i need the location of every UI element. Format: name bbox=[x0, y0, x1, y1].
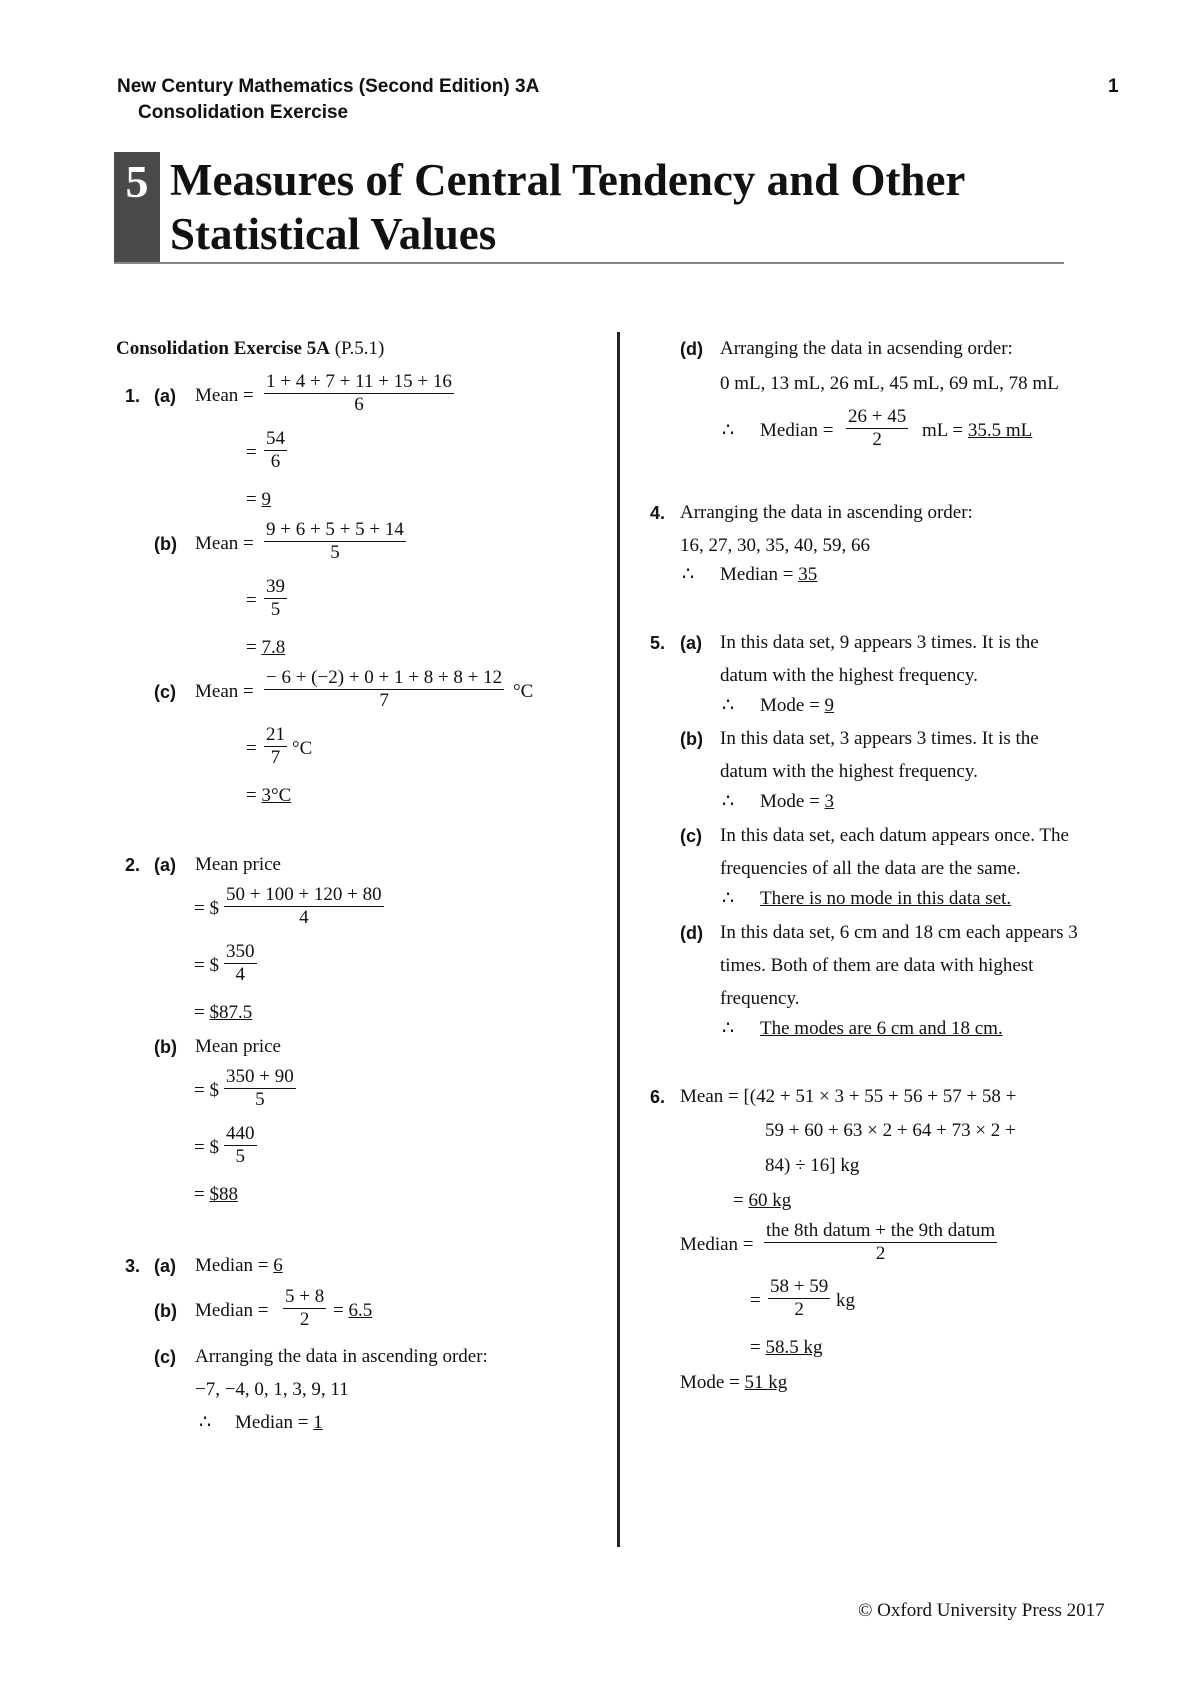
q3d-num: 26 + 45 bbox=[848, 406, 907, 427]
q6-mean-line2: 59 + 60 + 63 × 2 + 64 + 73 × 2 + bbox=[765, 1120, 1016, 1141]
q4-median-line bbox=[720, 564, 817, 586]
q2a-answer: $87.5 bbox=[209, 1002, 253, 1023]
q5b-line2: datum with the highest frequency. bbox=[720, 761, 978, 782]
q4-number: 4. bbox=[650, 503, 666, 523]
q1a-eq1: = bbox=[246, 442, 257, 463]
q3b-eq: = bbox=[333, 1300, 344, 1321]
q5c-line2: frequencies of all the data are the same. bbox=[720, 858, 1021, 879]
q5a-therefore: ∴ bbox=[722, 695, 735, 716]
q1a-answer-line bbox=[246, 489, 271, 511]
q1c-den1: 7 bbox=[379, 690, 389, 711]
q5a-answer: 9 bbox=[824, 695, 835, 716]
q3b-answer-line bbox=[333, 1300, 372, 1322]
q6-mode-label: Mode = bbox=[680, 1372, 740, 1393]
q2a-den1: 4 bbox=[299, 907, 309, 928]
q6-mode-line bbox=[680, 1372, 787, 1394]
q6-unit: kg bbox=[836, 1290, 855, 1311]
q2a-answer-line bbox=[194, 1002, 252, 1024]
q5c-line1: In this data set, each datum appears once. The bbox=[720, 825, 1069, 846]
q6-mean-answer-line bbox=[733, 1190, 791, 1212]
q5d-answer: The modes are 6 cm and 18 cm. bbox=[760, 1018, 1003, 1039]
q1c-eq1: = bbox=[246, 738, 257, 759]
q2b-den1: 5 bbox=[255, 1089, 265, 1110]
page-number: 1 bbox=[1108, 76, 1119, 97]
q1b-label: (b) bbox=[154, 534, 177, 554]
exercise-heading bbox=[116, 338, 384, 360]
q1b-num2: 39 bbox=[266, 576, 285, 597]
q6-num2: 58 + 59 bbox=[770, 1276, 829, 1297]
q2b-eq: = bbox=[194, 1184, 205, 1205]
q1b-eq2: = bbox=[246, 637, 257, 658]
q4-median-label: Median = bbox=[720, 564, 794, 585]
q3c-median-line bbox=[235, 1412, 323, 1434]
q1a-den2: 6 bbox=[270, 451, 281, 472]
q6-median-answer: 58.5 kg bbox=[765, 1337, 823, 1358]
book-title: New Century Mathematics (Second Edition) 3A bbox=[117, 76, 540, 97]
q4-text: Arranging the data in ascending order: bbox=[680, 502, 973, 523]
section-subtitle: Consolidation Exercise bbox=[138, 102, 349, 123]
q5a-label: (a) bbox=[680, 633, 702, 653]
q3d-fraction bbox=[846, 406, 908, 451]
q5-number: 5. bbox=[650, 633, 666, 653]
q5b-mode-label: Mode = bbox=[760, 791, 820, 812]
q3b-fraction bbox=[283, 1286, 326, 1331]
q6-mean-line1: Mean = [(42 + 51 × 3 + 55 + 56 + 57 + 58 + bbox=[680, 1086, 1017, 1107]
q6-eq1: = bbox=[750, 1290, 761, 1311]
q5a-mode-label: Mode = bbox=[760, 695, 820, 716]
q6-mean-eq: = bbox=[733, 1190, 744, 1211]
q3d-post: mL = bbox=[922, 420, 964, 441]
q3b-text: Median = bbox=[195, 1300, 269, 1321]
q2a-num2: 350 bbox=[226, 941, 255, 962]
q1a-label: (a) bbox=[154, 386, 176, 406]
q2b-den2: 5 bbox=[235, 1146, 245, 1167]
q6-median-fraction1 bbox=[764, 1220, 997, 1265]
q1b-den2: 5 bbox=[270, 599, 281, 620]
q3c-data: −7, −4, 0, 1, 3, 9, 11 bbox=[195, 1379, 349, 1400]
q5c-therefore: ∴ bbox=[722, 888, 735, 909]
q1b-answer-line bbox=[246, 637, 285, 659]
q1c-unit1: °C bbox=[513, 681, 534, 702]
q4-therefore: ∴ bbox=[682, 564, 695, 585]
q6-den2: 2 bbox=[794, 1299, 804, 1320]
q1c-fraction1 bbox=[264, 667, 504, 712]
q2b-pre1: = $ bbox=[194, 1080, 219, 1101]
q3d-data: 0 mL, 13 mL, 26 mL, 45 mL, 69 mL, 78 mL bbox=[720, 373, 1059, 394]
q1b-fraction1 bbox=[264, 519, 406, 564]
q6-median-label: Median = bbox=[680, 1234, 754, 1255]
q4-data: 16, 27, 30, 35, 40, 59, 66 bbox=[680, 535, 870, 556]
q2a-pre2: = $ bbox=[194, 955, 219, 976]
q5b-line1: In this data set, 3 appears 3 times. It is the bbox=[720, 728, 1039, 749]
q1c-unit2: °C bbox=[292, 738, 313, 759]
q3a-label: (a) bbox=[154, 1256, 176, 1276]
q2-number: 2. bbox=[125, 855, 141, 875]
q3a-line bbox=[195, 1255, 283, 1277]
q1b-mean-label: Mean = bbox=[195, 533, 254, 554]
q3b-label: (b) bbox=[154, 1301, 177, 1321]
q2a-pre1: = $ bbox=[194, 898, 219, 919]
q5a-line2: datum with the highest frequency. bbox=[720, 665, 978, 686]
q6-median-fraction2 bbox=[768, 1276, 830, 1321]
q3d-label: (d) bbox=[680, 339, 703, 359]
q5d-label: (d) bbox=[680, 923, 703, 943]
column-divider bbox=[617, 332, 620, 1547]
q1c-label: (c) bbox=[154, 682, 176, 702]
chapter-number: 5 bbox=[114, 152, 160, 262]
q6-number: 6. bbox=[650, 1087, 666, 1107]
q2a-num1: 50 + 100 + 120 + 80 bbox=[226, 884, 382, 905]
exercise-title: Consolidation Exercise 5A bbox=[116, 338, 330, 359]
q5b-therefore: ∴ bbox=[722, 791, 735, 812]
q2b-label: (b) bbox=[154, 1037, 177, 1057]
q1a-fraction2 bbox=[264, 428, 287, 473]
q3-number: 3. bbox=[125, 1256, 141, 1276]
q2b-num2: 440 bbox=[226, 1123, 255, 1144]
q1a-answer: 9 bbox=[261, 489, 271, 510]
q6-eq2: = bbox=[750, 1337, 761, 1358]
q1-number: 1. bbox=[125, 386, 141, 406]
q6-median-answer-line bbox=[750, 1337, 822, 1359]
q1a-den1: 6 bbox=[354, 394, 364, 415]
chapter-title-line1: Measures of Central Tendency and Other bbox=[170, 155, 966, 205]
q2a-eq: = bbox=[194, 1002, 205, 1023]
q5d-line1: In this data set, 6 cm and 18 cm each appears 3 bbox=[720, 922, 1078, 943]
q1a-fraction1 bbox=[264, 371, 454, 416]
q5c-answer: There is no mode in this data set. bbox=[760, 888, 1012, 909]
q1c-eq2: = bbox=[246, 785, 257, 806]
q1c-num1: − 6 + (−2) + 0 + 1 + 8 + 8 + 12 bbox=[266, 667, 503, 688]
q1c-fraction2 bbox=[264, 724, 287, 769]
q1b-answer: 7.8 bbox=[261, 637, 286, 658]
q1c-den2: 7 bbox=[270, 747, 281, 768]
q2b-answer: $88 bbox=[209, 1184, 238, 1205]
q3c-label: (c) bbox=[154, 1347, 176, 1367]
q1b-fraction2 bbox=[264, 576, 287, 621]
q4-answer: 35 bbox=[798, 564, 818, 585]
q3b-answer: 6.5 bbox=[348, 1300, 373, 1321]
q3c-median-label: Median = bbox=[235, 1412, 309, 1433]
q6-median-den: 2 bbox=[875, 1243, 886, 1264]
q2a-den2: 4 bbox=[235, 964, 245, 985]
q6-mode-answer: 51 kg bbox=[744, 1372, 788, 1393]
q3b-num: 5 + 8 bbox=[285, 1286, 325, 1307]
q1a-num2: 54 bbox=[266, 428, 285, 449]
q1b-num1: 9 + 6 + 5 + 5 + 14 bbox=[266, 519, 404, 540]
q1b-eq1: = bbox=[246, 590, 257, 611]
q5a-line1: In this data set, 9 appears 3 times. It is the bbox=[720, 632, 1039, 653]
q1a-num1: 1 + 4 + 7 + 11 + 15 + 16 bbox=[266, 371, 452, 392]
copyright-footer: © Oxford University Press 2017 bbox=[858, 1600, 1105, 1621]
q1a-mean-label: Mean = bbox=[195, 385, 254, 406]
q3c-answer: 1 bbox=[313, 1412, 323, 1433]
title-rule bbox=[114, 262, 1064, 264]
q3d-median-label: Median = bbox=[760, 420, 834, 441]
q2b-num1: 350 + 90 bbox=[226, 1066, 294, 1087]
q3c-text: Arranging the data in ascending order: bbox=[195, 1346, 488, 1367]
q5b-label: (b) bbox=[680, 729, 703, 749]
q3d-answer: 35.5 mL bbox=[967, 420, 1033, 441]
q5a-mode-line bbox=[760, 695, 834, 717]
q5d-therefore: ∴ bbox=[722, 1018, 735, 1039]
q1c-mean-label: Mean = bbox=[195, 681, 254, 702]
q5b-mode-line bbox=[760, 791, 834, 813]
q1b-den1: 5 bbox=[330, 542, 340, 563]
q5d-line2: times. Both of them are data with highest bbox=[720, 955, 1034, 976]
q1c-num2: 21 bbox=[266, 724, 285, 745]
q2b-fraction1 bbox=[224, 1066, 296, 1111]
q2a-label: (a) bbox=[154, 855, 176, 875]
q2b-text: Mean price bbox=[195, 1036, 281, 1057]
q2a-text: Mean price bbox=[195, 854, 281, 875]
q2a-fraction1 bbox=[224, 884, 384, 929]
q3d-den: 2 bbox=[872, 429, 882, 450]
q1c-answer-line bbox=[246, 785, 291, 807]
q5d-line3: frequency. bbox=[720, 988, 800, 1009]
q1a-eq2: = bbox=[246, 489, 257, 510]
q5b-answer: 3 bbox=[824, 791, 835, 812]
q2a-fraction2 bbox=[224, 941, 257, 986]
q3c-therefore: ∴ bbox=[199, 1412, 212, 1433]
q3a-answer: 6 bbox=[273, 1255, 283, 1276]
q3a-text: Median = bbox=[195, 1255, 269, 1276]
q3d-therefore: ∴ bbox=[722, 420, 735, 441]
chapter-title-line2: Statistical Values bbox=[170, 209, 497, 259]
q3d-answer-line bbox=[922, 420, 1032, 442]
q2b-fraction2 bbox=[224, 1123, 257, 1168]
q6-mean-answer: 60 kg bbox=[748, 1190, 792, 1211]
q1c-answer: 3°C bbox=[261, 785, 292, 806]
q5c-label: (c) bbox=[680, 826, 702, 846]
q2b-pre2: = $ bbox=[194, 1137, 219, 1158]
q2b-answer-line bbox=[194, 1184, 238, 1206]
q6-mean-line3: 84) ÷ 16] kg bbox=[765, 1155, 860, 1176]
q3b-den: 2 bbox=[299, 1309, 310, 1330]
q6-median-num: the 8th datum + the 9th datum bbox=[766, 1220, 996, 1241]
q3d-text: Arranging the data in acsending order: bbox=[720, 338, 1013, 359]
exercise-ref: (P.5.1) bbox=[334, 338, 385, 359]
